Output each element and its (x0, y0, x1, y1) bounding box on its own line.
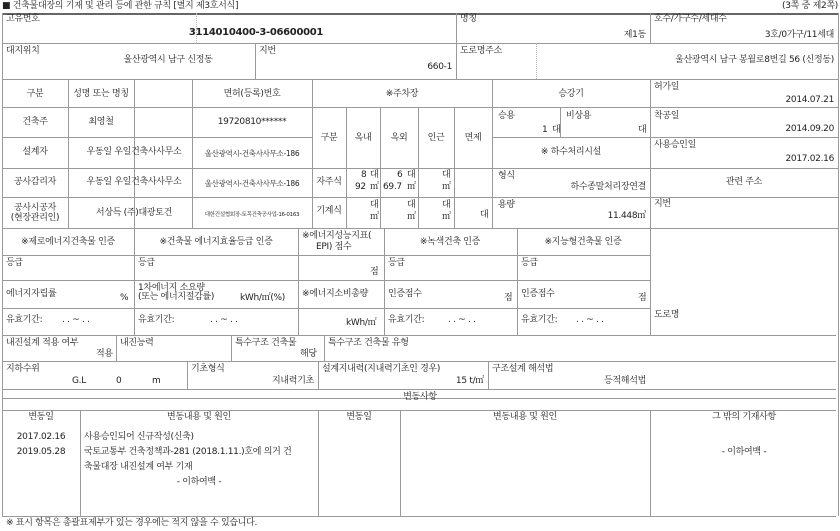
start-date-value: 2014.09.20 (785, 124, 834, 134)
percent-unit: % (120, 293, 129, 303)
unit-dae: 대 (480, 210, 489, 220)
parking-header-near: 인근 (427, 133, 445, 143)
changes-header-date: 변동일 (346, 412, 372, 422)
self-sufficiency-label: 에너지자립률 (6, 289, 57, 299)
bearing-capacity-value: 15 t/㎡ (455, 376, 484, 386)
groundwater-value: 0 (116, 376, 122, 386)
road-address-value: 울산광역시 남구 봉월로8번길 56 (신정동) (675, 55, 834, 65)
unit-m2: ㎡ (407, 212, 416, 222)
smart-cert-label: ※지능형건축물 인증 (544, 237, 622, 247)
special-structure-label: 특수구조 건축물 (235, 338, 297, 348)
changes-end-marker: - 이하여백 - (176, 477, 222, 487)
parking-header-indoor: 옥내 (354, 133, 372, 143)
id-value: 3114010400-3-06600001 (188, 27, 324, 38)
primary-energy-label-2: (또는 에너지절감률) (138, 292, 215, 302)
people-reg: 울산광역시-건축사사무소-186 (204, 149, 300, 158)
unit-m2: ㎡ (442, 182, 451, 192)
cert-score-label: 인증점수 (521, 289, 555, 299)
unit-m2: ㎡ (370, 212, 379, 222)
grade-label: 등급 (388, 258, 405, 268)
start-date-label: 착공일 (654, 111, 680, 121)
zero-energy-cert-label: ※제로에너지건축물 인증 (21, 237, 115, 247)
people-type: 건축주 (22, 117, 48, 127)
structure-method-value: 등적해석법 (604, 376, 646, 386)
related-road-label: 도로명 (654, 310, 680, 320)
energy-efficiency-cert-label: ※건축물 에너지효율등급 인증 (159, 237, 273, 247)
primary-energy-label-1: 1차에너지 소요량 (138, 283, 205, 293)
kwh-percent-unit: kWh/㎡(%) (240, 293, 286, 303)
approval-date-value: 2017.02.16 (785, 154, 834, 164)
unit-dae: 대 (407, 200, 416, 210)
people-type: 설계자 (22, 147, 48, 157)
elevator-ride-label: 승용 (498, 111, 515, 121)
people-reg: 대한건설협회장-토목건축공사업-16-0163 (204, 212, 300, 218)
road-address-label: 도로명주소 (460, 46, 502, 56)
parking-self-label: 자주식 (316, 177, 342, 187)
unit-m2: ㎡ (442, 212, 451, 222)
foundation-type-value: 지내력기초 (272, 376, 314, 386)
sewage-capacity-label: 용량 (498, 200, 515, 210)
parking-self-indoor-area: 92 (355, 182, 366, 192)
score-unit: 점 (370, 267, 379, 277)
unit-m2: ㎡ (370, 182, 379, 192)
sewage-type-label: 형식 (498, 171, 515, 181)
elevator-title: 승강기 (558, 89, 584, 99)
change-content-line: 사용승인되어 신규작성(신축) (84, 432, 194, 442)
parking-header-type: 구분 (320, 133, 338, 143)
cert-score-label: 인증점수 (388, 289, 422, 299)
footer-note: ※ 표시 항목은 총괄표제부가 있는 경우에는 적지 않을 수 있습니다. (6, 518, 258, 528)
people-header-reg: 면허(등록)번호 (223, 89, 281, 99)
sewage-capacity-value: 11.448㎥ (607, 211, 646, 221)
groundwater-gl: G.L (72, 376, 86, 386)
change-content-line: 국토교통부 건축정책과-281 (2018.1.11.)호에 의거 건 (84, 447, 292, 457)
people-header-type: 구분 (26, 89, 44, 99)
lot-value: 660-1 (427, 62, 452, 72)
unit-dae: 대 (442, 170, 451, 180)
valid-period-value: . . ~ . . (448, 315, 476, 325)
parking-self-outdoor-area: 69.7 (383, 182, 402, 192)
change-date: 2019.05.28 (16, 447, 66, 457)
changes-header-date: 변동일 (28, 412, 54, 422)
valid-period-value: . . ~ . . (210, 315, 238, 325)
lot-label: 지번 (259, 46, 276, 56)
people-name: 우동일 우일건축사사무소 (86, 177, 182, 187)
energy-consumption-label: ※에너지소비총량 (302, 289, 368, 299)
etc-value: - 이하여백 - (721, 447, 767, 457)
unit-dae: 대 (370, 200, 379, 210)
related-address-label: 관련 주소 (725, 177, 763, 187)
green-cert-label: ※녹색건축 인증 (419, 237, 481, 247)
elevator-unit: 대 (638, 125, 647, 135)
groundwater-label: 지하수위 (6, 364, 40, 374)
approval-date-label: 사용승인일 (654, 140, 696, 150)
special-structure-value: 해당 (300, 349, 317, 359)
foundation-type-label: 기초형식 (191, 364, 225, 374)
page-indicator: (3쪽 중 제2쪽) (782, 1, 838, 11)
changes-header-content: 변동내용 및 원인 (167, 412, 231, 422)
parking-mech-label: 기계식 (316, 206, 342, 216)
people-type: 공사감리자 (14, 177, 56, 187)
parking-self-outdoor-count: 6 (397, 170, 403, 180)
form-title: ■ 건축물대장의 기재 및 관리 등에 관한 규칙 [별지 제3호서식] (2, 1, 239, 11)
structure-method-label: 구조설계 해석법 (492, 364, 554, 374)
people-header-name: 성명 또는 명칭 (73, 89, 129, 99)
valid-period-label: 유효기간: (138, 315, 175, 325)
changes-header-content: 변동내용 및 원인 (493, 412, 557, 422)
parking-self-indoor-count: 8 (361, 170, 367, 180)
people-type-sub: (현장관리인) (10, 213, 60, 223)
unit-dae: 대 (370, 170, 379, 180)
site-value: 울산광역시 남구 신정동 (123, 55, 213, 65)
valid-period-value: . . ~ . . (576, 315, 604, 325)
elevator-ride-value: 1 (542, 125, 548, 135)
site-label: 대지위치 (6, 46, 40, 56)
valid-period-label: 유효기간: (6, 315, 43, 325)
grade-label: 등급 (138, 258, 155, 268)
seismic-apply-label: 내진설계 적용 여부 (6, 338, 79, 348)
sewage-type-value: 하수종말처리장연결 (570, 182, 646, 192)
people-type: 공사시공자 (14, 203, 56, 213)
unit-m2: ㎡ (407, 182, 416, 192)
changes-header-etc: 그 밖의 기재사항 (712, 412, 776, 422)
score-unit: 점 (638, 293, 647, 303)
name-value: 제1동 (623, 30, 646, 40)
sewage-title: ※ 하수처리시설 (540, 147, 602, 157)
related-lot-label: 지번 (654, 199, 671, 209)
people-name: 최영철 (88, 117, 114, 127)
score-unit: 점 (504, 293, 513, 303)
house-label: 호수/가구수/세대수 (654, 14, 727, 24)
groundwater-unit: m (152, 376, 161, 386)
people-reg: 19720810****** (217, 117, 287, 127)
valid-period-label: 유효기간: (521, 315, 558, 325)
parking-header-outdoor: 옥외 (390, 133, 408, 143)
change-date: 2017.02.16 (16, 432, 66, 442)
unit-dae: 대 (407, 170, 416, 180)
valid-period-label: 유효기간: (388, 315, 425, 325)
kwh-unit: kWh/㎡ (346, 318, 377, 328)
epi-label-2: EPI) 점수 (316, 242, 352, 252)
grade-label: 등급 (521, 258, 538, 268)
unit-dae: 대 (442, 200, 451, 210)
grade-label: 등급 (6, 258, 23, 268)
special-structure-type-label: 특수구조 건축물 유형 (328, 338, 409, 348)
bearing-capacity-label: 설계지내력(지내력기초인 경우) (322, 364, 441, 374)
name-label: 명칭 (460, 14, 477, 24)
epi-label-1: ※에너지성능지표( (302, 231, 372, 241)
house-value: 3호/0가구/11세대 (764, 30, 834, 40)
valid-period-value: . . ~ . . (62, 315, 90, 325)
id-label: 고유번호 (6, 14, 40, 24)
people-name: 서상득 (주)대광토건 (95, 208, 173, 218)
people-name: 우동일 우일건축사사무소 (86, 147, 182, 157)
changes-title: 변동사항 (403, 392, 437, 402)
parking-header-exempt: 면제 (464, 133, 482, 143)
elevator-emergency-label: 비상용 (566, 111, 592, 121)
change-content-line: 축물대장 내진설계 여부 기재 (84, 462, 193, 472)
permit-date-value: 2014.07.21 (785, 95, 834, 105)
people-reg: 울산광역시-건축사사무소-186 (204, 179, 300, 188)
permit-date-label: 허가일 (654, 82, 680, 92)
parking-title: ※주차장 (385, 89, 419, 99)
seismic-apply-value: 적용 (96, 349, 113, 359)
seismic-ability-label: 내진능력 (120, 338, 154, 348)
elevator-unit: 대 (552, 125, 561, 135)
